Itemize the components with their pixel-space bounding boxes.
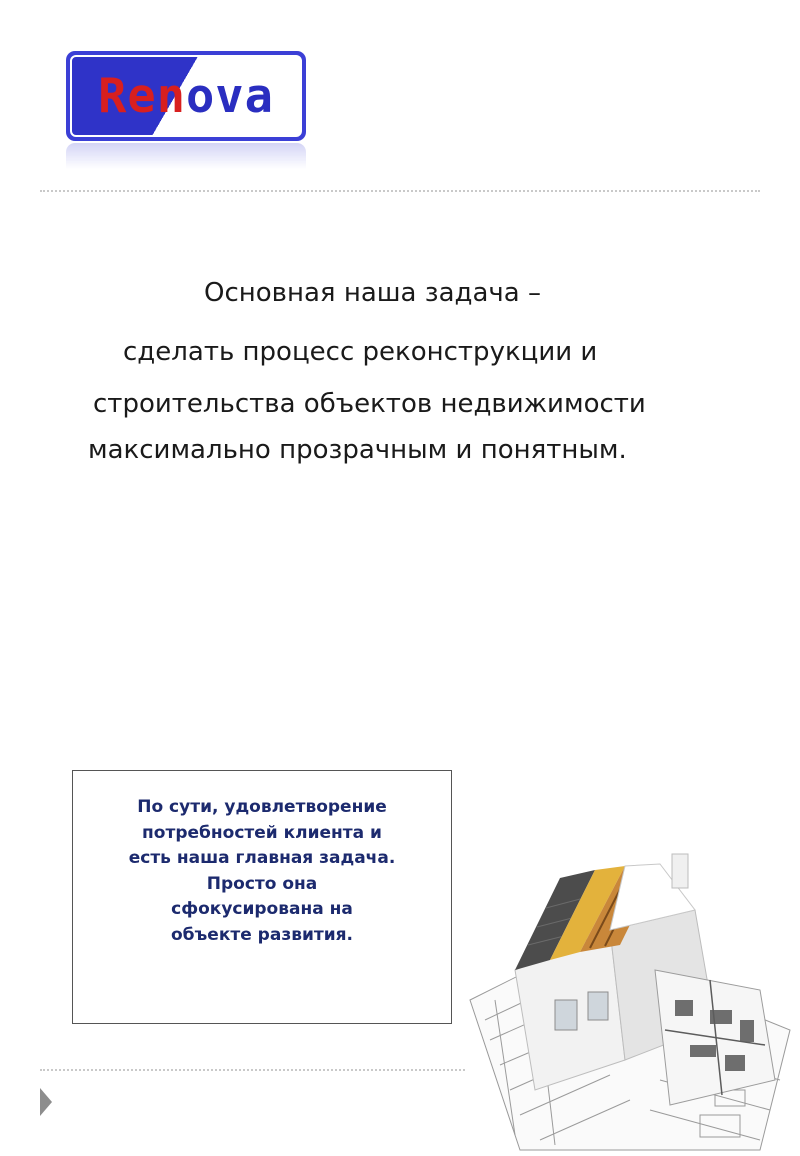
note-line-6: объекте развития.	[170, 924, 354, 945]
logo-text-blue: ova	[186, 68, 274, 124]
main-statement-line-2: сделать процесс реконструкции и	[123, 337, 598, 367]
note-line-5: сфокусирована на	[171, 899, 353, 919]
note-line-1: По сути, удовлетворение	[137, 797, 387, 817]
note-line-4: Просто она	[206, 873, 318, 894]
renova-logo	[66, 51, 306, 141]
logo-reflection	[66, 143, 306, 169]
top-divider	[40, 190, 760, 192]
logo-reflection-mirror	[66, 143, 306, 169]
logo-text-red: Ren	[98, 68, 186, 124]
note-text	[73, 795, 451, 948]
note-box	[72, 770, 452, 1024]
main-statement-line-1: Основная наша задача –	[204, 278, 541, 308]
logo-plate	[70, 55, 302, 137]
main-statement-line-4: максимально прозрачным и понятным.	[88, 435, 627, 465]
bottom-divider	[40, 1069, 465, 1071]
triangle-right-icon	[40, 1088, 52, 1116]
house-illustration	[460, 850, 800, 1156]
note-line-3: есть наша главная задача.	[128, 848, 396, 868]
main-statement-line-3: строительства объектов недвижимости	[93, 389, 646, 419]
note-line-2: потребностей клиента и	[142, 822, 382, 843]
chimney	[672, 854, 688, 888]
